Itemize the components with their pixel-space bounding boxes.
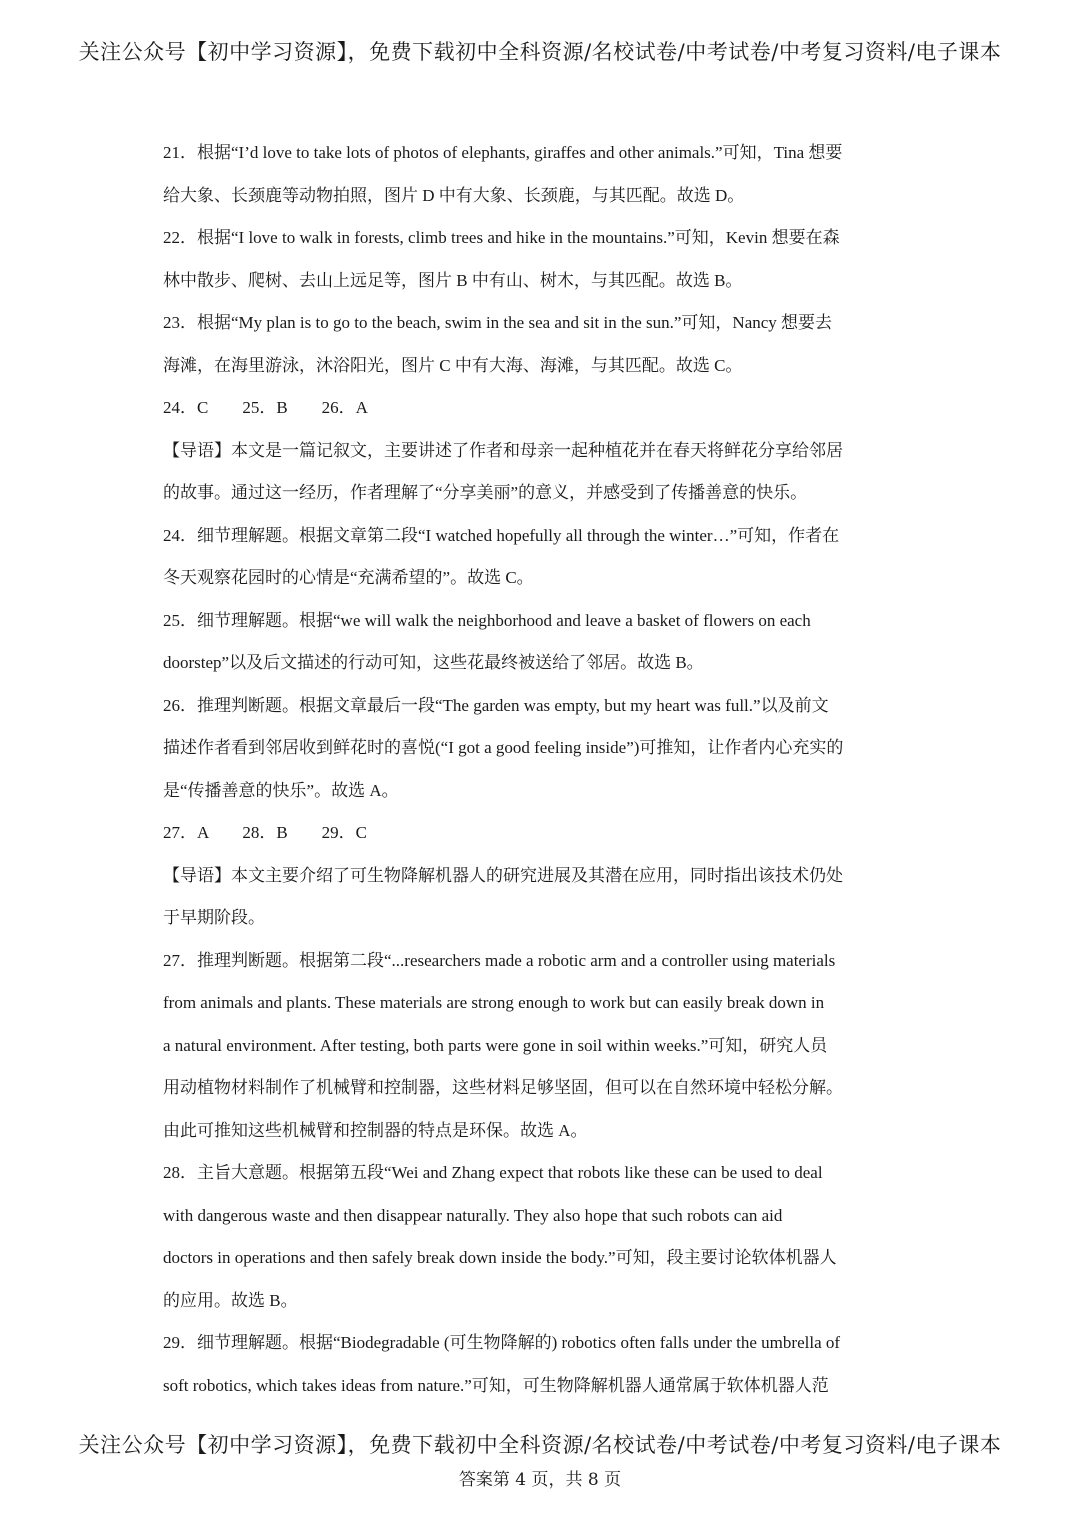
- text-line: 的故事。通过这一经历，作者理解了“分享美丽”的意义，并感受到了传播善意的快乐。: [163, 483, 808, 502]
- answer-key-line: 27．A 28．B 29．C: [163, 823, 368, 842]
- text-line: with dangerous waste and then disappear naturally. They also hope that such robots can aid: [163, 1205, 783, 1225]
- text-line: 26．推理判断题。根据文章最后一段“The garden was empty, but my heart was full.”以及前文: [163, 695, 829, 715]
- text-line: 28．主旨大意题。根据第五段“Wei and Zhang expect that robots like these can be used to deal: [163, 1163, 823, 1182]
- text-line: 是“传播善意的快乐”。故选 A。: [163, 780, 399, 800]
- text-line: a natural environment. After testing, both parts were gone in soil within weeks.”可知，研究人员: [163, 1035, 828, 1055]
- answer-key-line: 24．C 25．B 26．A: [163, 398, 368, 417]
- text-line: 林中散步、爬树、去山上远足等，图片 B 中有山、树木，与其匹配。故选 B。: [163, 270, 743, 290]
- text-line: 21．根据“I’d love to take lots of photos of elephants, giraffes and other animals.”可知，Tina 想要: [163, 143, 843, 162]
- text-line: 【导语】本文主要介绍了可生物降解机器人的研究进展及其潜在应用，同时指出该技术仍处: [163, 865, 843, 885]
- text-line: from animals and plants. These materials are strong enough to work but can easily break down in: [163, 993, 825, 1012]
- text-line: 24．细节理解题。根据文章第二段“I watched hopefully all through the winter…”可知，作者在: [163, 525, 840, 545]
- text-line: 29．细节理解题。根据“Biodegradable (可生物降解的) robotics often falls under the umbrella of: [163, 1333, 841, 1352]
- text-line: 23．根据“My plan is to go to the beach, swim in the sea and sit in the sun.”可知，Nancy 想要去: [163, 313, 833, 332]
- text-line: 描述作者看到邻居收到鲜花时的喜悦(“I got a good feeling inside”)可推知，让作者内心充实的: [163, 738, 844, 757]
- text-line: soft robotics, which takes ideas from nature.”可知，可生物降解机器人通常属于软体机器人范: [163, 1375, 829, 1395]
- text-line: doorstep”以及后文描述的行动可知，这些花最终被送给了邻居。故选 B。: [163, 653, 704, 672]
- page-number: 答案第 4 页，共 8 页: [458, 1470, 622, 1490]
- text-line: 用动植物材料制作了机械臂和控制器，这些材料足够坚固，但可以在自然环境中轻松分解。: [163, 1078, 843, 1097]
- bottom-banner: 关注公众号【初中学习资源】，免费下载初中全科资源/名校试卷/中考试卷/中考复习资料/电子课本: [78, 1433, 1002, 1457]
- answer-content: [163, 138, 933, 1413]
- text-line: 海滩，在海里游泳，沐浴阳光，图片 C 中有大海、海滩，与其匹配。故选 C。: [163, 355, 743, 375]
- text-line: 的应用。故选 B。: [163, 1290, 298, 1310]
- text-line: 于早期阶段。: [163, 908, 265, 927]
- text-line: doctors in operations and then safely break down inside the body.”可知，段主要讨论软体机器人: [163, 1248, 837, 1267]
- text-line: 给大象、长颈鹿等动物拍照，图片 D 中有大象、长颈鹿，与其匹配。故选 D。: [163, 185, 745, 205]
- text-line: 22．根据“I love to walk in forests, climb trees and hike in the mountains.”可知，Kevin 想要在森: [163, 228, 840, 247]
- text-line: 【导语】本文是一篇记叙文，主要讲述了作者和母亲一起种植花并在春天将鲜花分享给邻居: [163, 440, 843, 460]
- text-line: 25．细节理解题。根据“we will walk the neighborhood and leave a basket of flowers on each: [163, 610, 811, 630]
- text-line: 27．推理判断题。根据第二段“...researchers made a robotic arm and a controller using materials: [163, 950, 836, 970]
- top-banner: 关注公众号【初中学习资源】，免费下载初中全科资源/名校试卷/中考试卷/中考复习资料/电子课本: [78, 40, 1002, 64]
- text-line: 由此可推知这些机械臂和控制器的特点是环保。故选 A。: [163, 1120, 588, 1140]
- text-line: 冬天观察花园时的心情是“充满希望的”。故选 C。: [163, 568, 534, 587]
